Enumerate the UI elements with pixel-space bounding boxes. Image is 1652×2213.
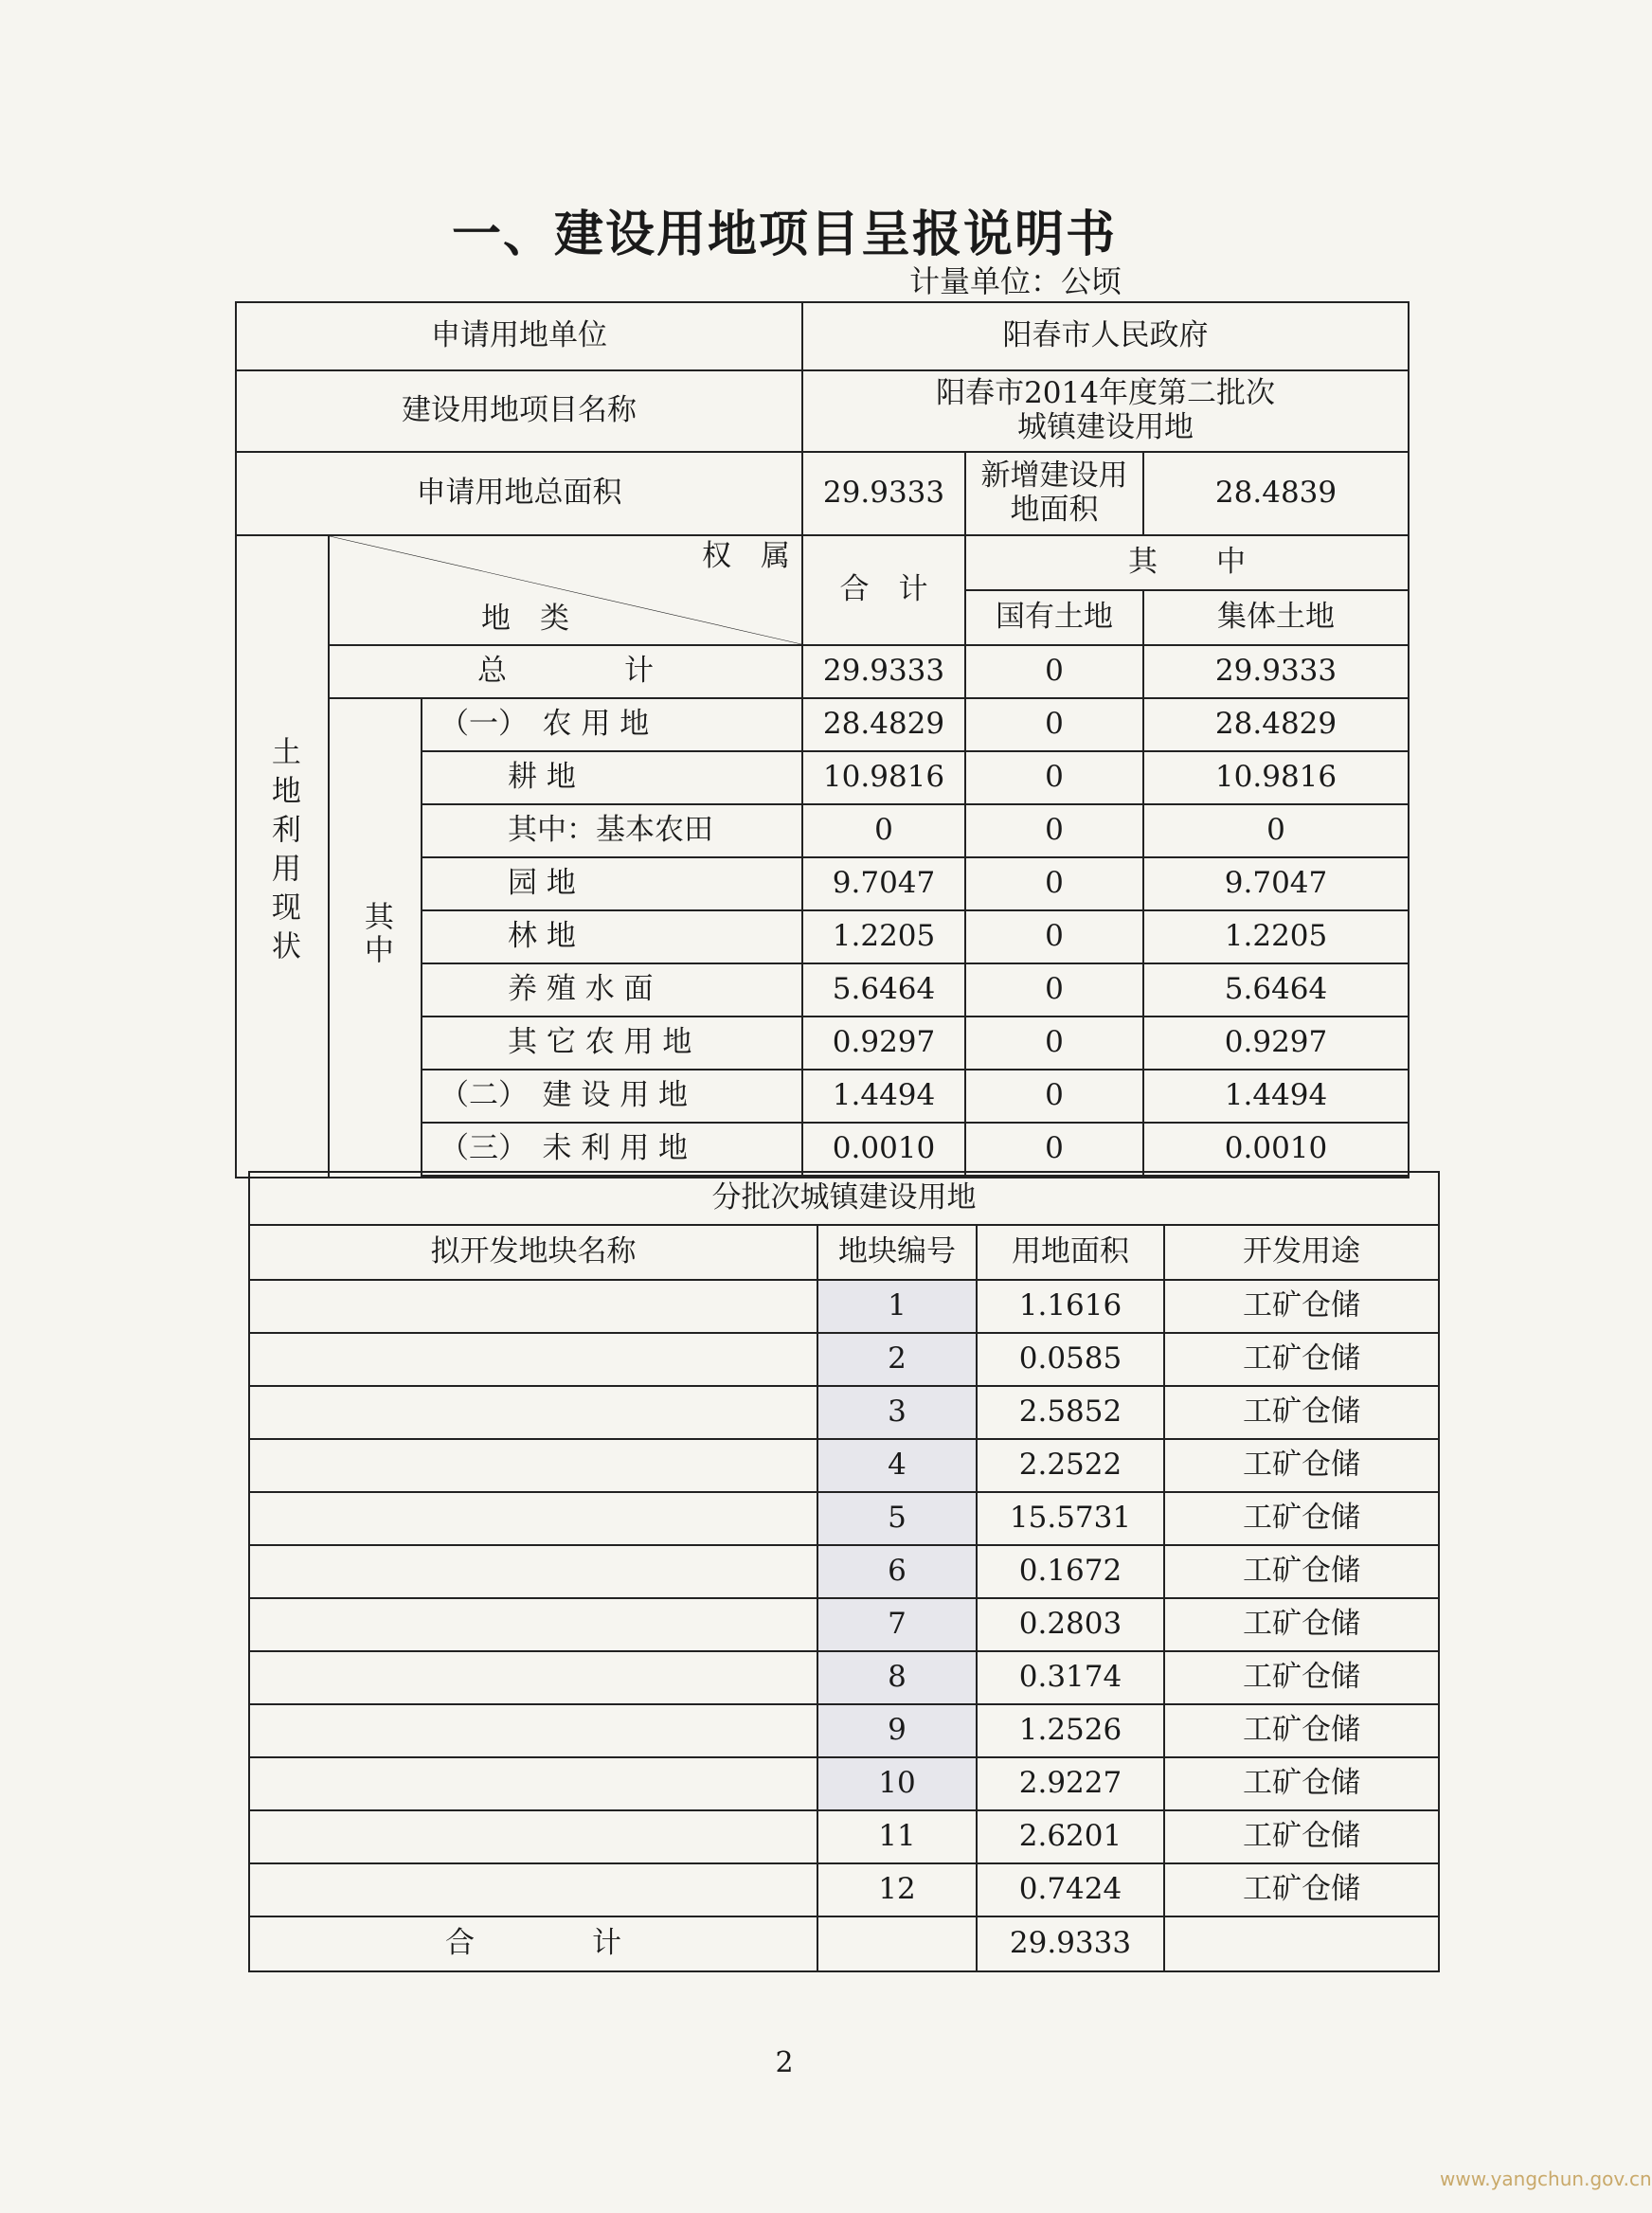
plot-use: 工矿仓储	[1164, 1810, 1439, 1863]
land-row-state-value: 0	[965, 698, 1143, 751]
plot-area: 0.3174	[977, 1651, 1164, 1704]
plot-row	[249, 1333, 1439, 1386]
land-row	[236, 698, 1409, 751]
plot-use: 工矿仓储	[1164, 1863, 1439, 1916]
plot-name-cell	[249, 1863, 817, 1916]
plot-row	[249, 1651, 1439, 1704]
total-area-value: 29.9333	[802, 452, 965, 535]
col-plot-area-header: 用地面积	[977, 1225, 1164, 1280]
land-row-label: 总 计	[329, 645, 802, 698]
new-area-label	[965, 452, 1143, 535]
land-row-label: 其 它 农 用 地	[422, 1017, 802, 1070]
col-plot-id-header: 地块编号	[817, 1225, 977, 1280]
plot-name-cell	[249, 1439, 817, 1492]
land-row-total-value: 28.4829	[802, 698, 965, 751]
sub-section-label	[329, 698, 422, 1178]
batch-total-area: 29.9333	[977, 1916, 1164, 1971]
land-row-total-value: 0.9297	[802, 1017, 965, 1070]
plot-name-cell	[249, 1280, 817, 1333]
land-row-total	[236, 645, 1409, 698]
plot-area: 0.2803	[977, 1598, 1164, 1651]
batch-total-use-empty	[1164, 1916, 1439, 1971]
col-total-header: 合 计	[802, 535, 965, 645]
ownership-header: 权 属	[702, 539, 791, 573]
plot-id: 2	[817, 1333, 977, 1386]
plot-name-cell	[249, 1598, 817, 1651]
land-row-label: 其中：基本农田	[422, 804, 802, 857]
land-row-collective-value: 9.7047	[1143, 857, 1409, 910]
land-row-state-value: 0	[965, 963, 1143, 1017]
batch-total-row	[249, 1916, 1439, 1971]
plot-use: 工矿仓储	[1164, 1280, 1439, 1333]
project-name-line1: 阳春市2014年度第二批次	[936, 376, 1275, 411]
new-area-label-line1: 新增建设用	[980, 459, 1128, 494]
land-row-label: 林 地	[422, 910, 802, 963]
land-row-total-value: 29.9333	[802, 645, 965, 698]
plot-row	[249, 1810, 1439, 1863]
land-row-collective-value: 29.9333	[1143, 645, 1409, 698]
applicant-value: 阳春市人民政府	[802, 302, 1409, 370]
land-row-label: （二） 建 设 用 地	[422, 1070, 802, 1123]
land-row-state-value: 0	[965, 1123, 1143, 1176]
plot-area: 0.7424	[977, 1863, 1164, 1916]
col-state-header: 国有土地	[965, 590, 1143, 645]
new-area-label-line2: 地面积	[1010, 493, 1099, 527]
total-area-label: 申请用地总面积	[236, 452, 802, 535]
document-title: 一、建设用地项目呈报说明书	[451, 207, 1117, 263]
land-row-collective-value: 0.0010	[1143, 1123, 1409, 1176]
plot-id: 8	[817, 1651, 977, 1704]
plot-id: 12	[817, 1863, 977, 1916]
plot-use: 工矿仓储	[1164, 1598, 1439, 1651]
land-row-state-value: 0	[965, 910, 1143, 963]
land-row-state-value: 0	[965, 1017, 1143, 1070]
land-row-total-value: 10.9816	[802, 751, 965, 804]
land-row-total-value: 0.0010	[802, 1123, 965, 1176]
plot-id: 9	[817, 1704, 977, 1757]
land-row-collective-value: 1.4494	[1143, 1070, 1409, 1123]
plot-name-cell	[249, 1333, 817, 1386]
plot-area: 2.9227	[977, 1757, 1164, 1810]
plot-area: 0.0585	[977, 1333, 1164, 1386]
land-use-section-label	[236, 535, 329, 1178]
land-row-collective-value: 10.9816	[1143, 751, 1409, 804]
land-row-state-value: 0	[965, 751, 1143, 804]
land-row-collective-value: 0	[1143, 804, 1409, 857]
col-plot-name-header: 拟开发地块名称	[249, 1225, 817, 1280]
diagonal-header	[329, 535, 802, 645]
plot-area: 1.1616	[977, 1280, 1164, 1333]
plot-name-cell	[249, 1810, 817, 1863]
col-collective-header: 集体土地	[1143, 590, 1409, 645]
land-row-state-value: 0	[965, 645, 1143, 698]
new-area-value: 28.4839	[1143, 452, 1409, 535]
plot-id: 5	[817, 1492, 977, 1545]
plot-id: 10	[817, 1757, 977, 1810]
plot-row	[249, 1280, 1439, 1333]
plot-use: 工矿仓储	[1164, 1492, 1439, 1545]
sub-section-text: 其中	[358, 900, 393, 967]
land-row-collective-value: 0.9297	[1143, 1017, 1409, 1070]
plot-id: 11	[817, 1810, 977, 1863]
batch-total-id-empty	[817, 1916, 977, 1971]
plot-name-cell	[249, 1651, 817, 1704]
land-row-total-value: 1.4494	[802, 1070, 965, 1123]
land-row-label: 耕 地	[422, 751, 802, 804]
plot-name-cell	[249, 1492, 817, 1545]
land-row-collective-value: 1.2205	[1143, 910, 1409, 963]
col-plot-use-header: 开发用途	[1164, 1225, 1439, 1280]
land-row-total-value: 9.7047	[802, 857, 965, 910]
unit-label: 计量单位：公顷	[909, 263, 1122, 299]
plot-id: 4	[817, 1439, 977, 1492]
project-name-value	[802, 370, 1409, 452]
land-row-state-value: 0	[965, 1070, 1143, 1123]
plot-use: 工矿仓储	[1164, 1439, 1439, 1492]
land-type-header: 地 类	[481, 602, 569, 637]
plot-use: 工矿仓储	[1164, 1386, 1439, 1439]
plot-id: 6	[817, 1545, 977, 1598]
plot-row	[249, 1439, 1439, 1492]
land-row-state-value: 0	[965, 804, 1143, 857]
plot-use: 工矿仓储	[1164, 1545, 1439, 1598]
plot-area: 2.2522	[977, 1439, 1164, 1492]
land-row-collective-value: 5.6464	[1143, 963, 1409, 1017]
plot-area: 0.1672	[977, 1545, 1164, 1598]
plot-row	[249, 1757, 1439, 1810]
plot-area: 2.6201	[977, 1810, 1164, 1863]
batch-total-label: 合 计	[249, 1916, 817, 1971]
applicant-label: 申请用地单位	[236, 302, 802, 370]
plot-name-cell	[249, 1757, 817, 1810]
plot-area: 15.5731	[977, 1492, 1164, 1545]
batch-section-title: 分批次城镇建设用地	[249, 1172, 1439, 1225]
plot-id: 1	[817, 1280, 977, 1333]
batch-table	[248, 1171, 1440, 1972]
land-row-total-value: 5.6464	[802, 963, 965, 1017]
plot-row	[249, 1863, 1439, 1916]
plot-id: 3	[817, 1386, 977, 1439]
land-use-section-text: 土地利用现状	[265, 735, 300, 969]
plot-use: 工矿仓储	[1164, 1651, 1439, 1704]
land-row-state-value: 0	[965, 857, 1143, 910]
plot-row	[249, 1492, 1439, 1545]
plot-area: 1.2526	[977, 1704, 1164, 1757]
land-row-label: 园 地	[422, 857, 802, 910]
plot-row	[249, 1598, 1439, 1651]
land-row-collective-value: 28.4829	[1143, 698, 1409, 751]
land-row-total-value: 1.2205	[802, 910, 965, 963]
project-name-label: 建设用地项目名称	[236, 370, 802, 452]
plot-name-cell	[249, 1545, 817, 1598]
page-number: 2	[775, 2046, 794, 2079]
plot-row	[249, 1704, 1439, 1757]
plot-area: 2.5852	[977, 1386, 1164, 1439]
land-row-label: （三） 未 利 用 地	[422, 1123, 802, 1176]
col-of-which-header: 其 中	[965, 535, 1409, 590]
plot-name-cell	[249, 1386, 817, 1439]
plot-row	[249, 1545, 1439, 1598]
plot-row	[249, 1386, 1439, 1439]
land-row-label: （一） 农 用 地	[422, 698, 802, 751]
project-name-line2: 城镇建设用地	[1017, 410, 1194, 444]
plot-name-cell	[249, 1704, 817, 1757]
land-row-total-value: 0	[802, 804, 965, 857]
plot-id: 7	[817, 1598, 977, 1651]
land-row-label: 养 殖 水 面	[422, 963, 802, 1017]
plot-use: 工矿仓储	[1164, 1704, 1439, 1757]
plot-use: 工矿仓储	[1164, 1757, 1439, 1810]
project-table	[235, 301, 1410, 1178]
plot-use: 工矿仓储	[1164, 1333, 1439, 1386]
site-watermark: www.yangchun.gov.cn	[1440, 2168, 1652, 2190]
